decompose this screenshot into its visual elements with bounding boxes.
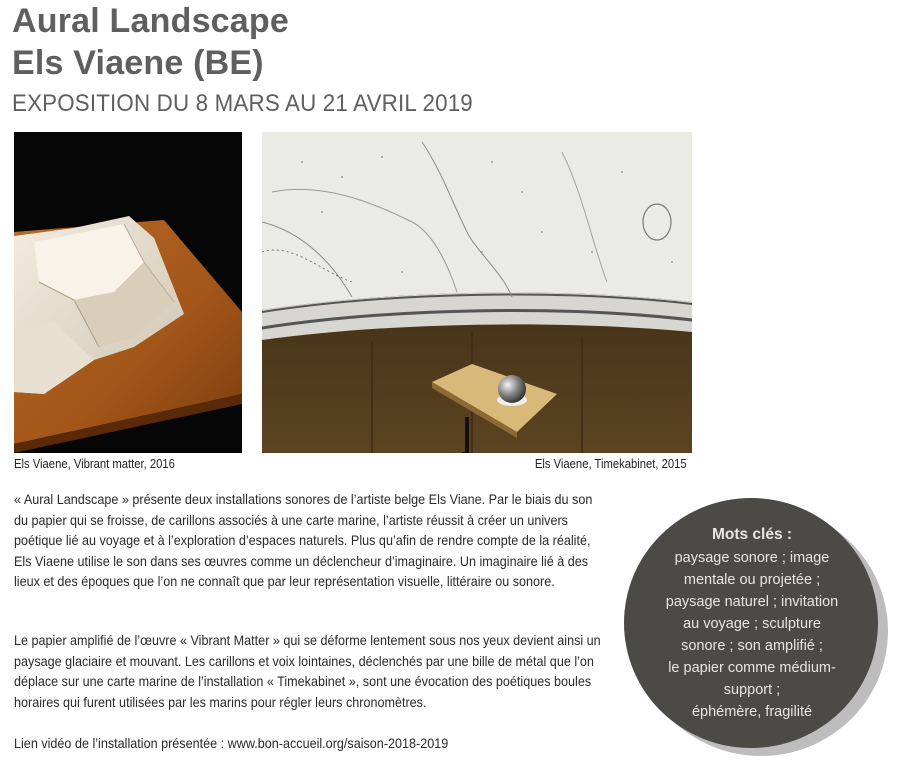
keyword-line: éphémère, fragilité — [691, 704, 813, 720]
exhibition-dates: EXPOSITION DU 8 MARS AU 21 AVRIL 2019 — [12, 90, 473, 117]
exhibition-title-line1: Aural Landscape — [12, 2, 289, 40]
keyword-line: support ; — [723, 682, 781, 698]
keyword-line: paysage naturel ; invitation — [665, 594, 839, 610]
keyword-line: le papier comme médium- — [668, 660, 836, 676]
exhibition-title-line2: Els Viaene (BE) — [12, 44, 264, 82]
keywords-title: Mots clés : — [711, 526, 793, 543]
timekabinet-caption: Els Viaene, Timekabinet, 2015 — [535, 457, 687, 471]
vibrant-matter-photo — [14, 132, 242, 453]
keyword-line: paysage sonore ; image — [674, 550, 830, 566]
keyword-line: au voyage ; sculpture — [683, 616, 821, 632]
timekabinet-photo — [262, 132, 692, 453]
video-link-text: Lien vidéo de l’installation présentée : www.bon-accueil.org/saison-2018-2019 — [14, 735, 449, 751]
keyword-line: mentale ou projetée ; — [683, 572, 821, 588]
keywords-text — [646, 524, 858, 723]
intro-paragraph: « Aural Landscape » présente deux installations sonores de l’artiste belge Els Viane. Par le biais du son du papier qui se froisse, de carillons associés à une carte marine, l’artiste réussit à créer un univers poétique lié au voyage et à l’exploration d’espaces naturels. Plus qu’afin de rendre compte de la réalité, Els Viaene utilise le son dans ses œuvres comme un déclencheur d’imaginaire. Un imaginaire lié à des lieux et des époques que l’on ne connaît que par leur représentation visuelle, littéraire ou sonore. — [14, 491, 593, 589]
description-paragraph: Le papier amplifié de l’œuvre « Vibrant Matter » qui se déforme lentement sous nos yeux devient ainsi un paysage glaciaire et mouvant. Les carillons et voix lointaines, déclenchés par une bille de métal que l’on déplace sur une carte marine de l’installation « Timekabinet », sont une évocation des poétiques boules horaires qui furent utilisées par les marins pour régler leurs chronomètres. — [14, 632, 601, 710]
keyword-line: sonore ; son amplifié ; — [681, 638, 823, 654]
keywords-circle — [624, 498, 894, 756]
vibrant-matter-caption: Els Viaene, Vibrant matter, 2016 — [14, 457, 175, 471]
